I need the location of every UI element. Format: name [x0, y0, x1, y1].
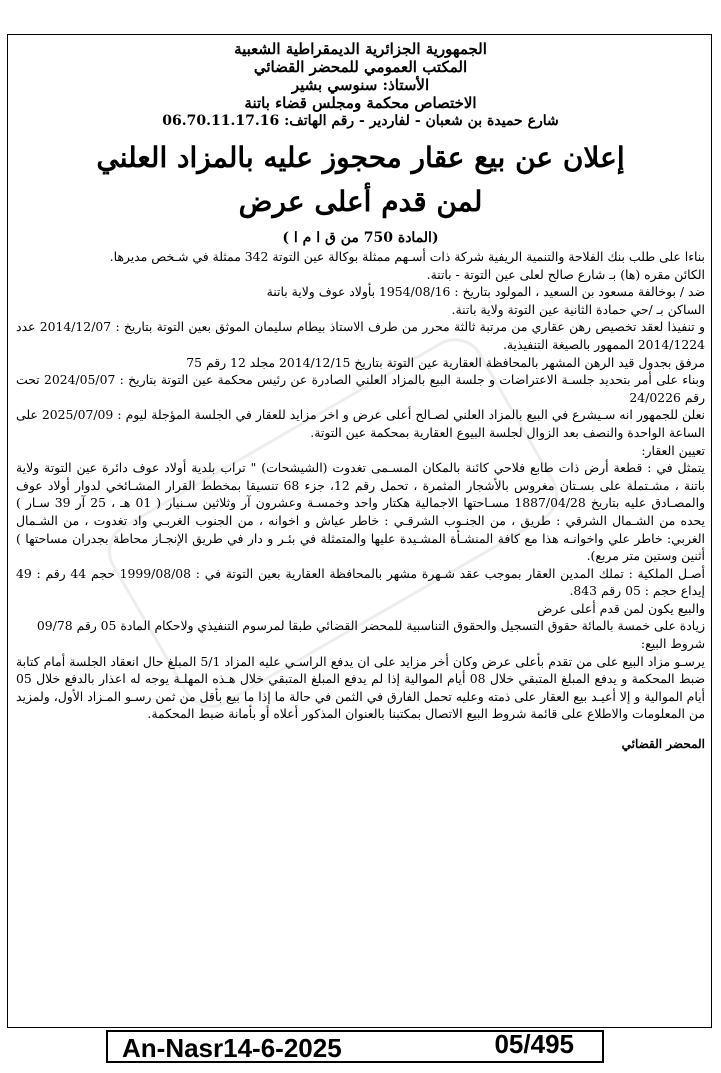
paragraph: و تنفيذا لعقد تخصيص رهن عقاري من مرتبة ثالثة محرر من طرف الاستاذ بيطام سليمان الموثق بعين التوتة بتاريخ : 2014/12/07 عدد 2014/1224 الممهور بالصيغة التنفيذية.: [16, 319, 705, 352]
section-heading: تعيين العقار:: [641, 442, 705, 458]
section-heading: شروط البيع:: [640, 636, 705, 652]
notice-subtitle: لمن قدم أعلى عرض: [238, 185, 483, 218]
header-address-phone: شارع حميدة بن شعبان - لفاردير - رقم الهاتف: 06.70.11.17.16: [162, 113, 559, 129]
paragraph: زيادة على خمسة بالمائة حقوق التسجيل والحقوق التناسبية للمحضر القضائي طبقا لمرسوم التنفيذي ولاحكام المادة 05 رقم 09/78: [36, 618, 705, 634]
header-line-1: الجمهورية الجزائرية الديمقراطية الشعبية: [234, 40, 487, 58]
paragraph: والبيع يكون لمن قدم أعلى عرض: [537, 600, 705, 616]
paragraph: مرفق بجدول قيد الرهن المشهر بالمحافظة العقارية عين التوتة بتاريخ 2014/12/15 مجلد 12 رقم 75: [186, 354, 705, 370]
paragraph: يتمثل في : قطعة أرض ذات طابع فلاحي كائنة بالمكان المسـمى تغدوت (الشيشحات) " تراب بلدية أولاد عوف دائرة عين التوتة ولاية باتنة ، مشـتملة على بسـتان مغروس بالأشجار المثمرة ، تحمل رقم 12، جزء 68 تنسيقا بمخطط القرار المشـائخي لدوار أولاد عوف والمصـادق عليه بتاريخ 1887/04/28 مسـاحتها الاجمالية هكتار واحد وخمسـة وعشرون آر وثلاثين سـنيار ( 01 هـ ، 25 آر 39 سـار ) يحده من الشـمال الشرقي : طريق ، من الجنـوب الشرقـي : خاطر عياش و اخوانه ، من الجنوب الغربـي واد تغدوت ، من الشـمال الغربي: خاطر علي واخوانـه هذا مع كافة المنشـأة المشـيدة عليها والمتمثلة في بئـر و دار في طريق الإنجـاز محاطة بجدران مساحتها ) أثنين وستين متر مربع).: [16, 460, 706, 564]
paragraph: بناءا على طلب بنك الفلاحة والتنمية الريفية شركة ذات أسـهم ممثلة بوكالة عين التوتة 342 ممثلة في شـخص مديرها.: [109, 249, 705, 264]
header-line-3: الأستاذ: سنوسي بشير: [291, 76, 430, 94]
legal-notice: [14, 40, 707, 1024]
notice-title: إعلان عن بيع عقار محجوز عليه بالمزاد العلني: [96, 141, 625, 174]
header-line-4: الاختصاص محكمة ومجلس قضاء باتنة: [244, 94, 477, 112]
paragraph: ضد / بوخالفة مسعود بن السعيد ، المولود بتاريخ : 1954/08/16 بأولاد عوف ولاية باتنة: [266, 284, 705, 300]
article-reference: (المادة 750 من ق ا م ا ): [282, 230, 439, 246]
paragraph: أصـل الملكية : تملك المدين العقار بموجب عقد شـهرة مشهر بالمحافظة العقارية بعين التوتة في : 1999/08/08 حجم 44 رقم : 49 إيداع حجم : 05 رقم 843.: [16, 565, 705, 599]
paragraph: الكائن مقره (ها) بـ شارع صالح لعلى عين التوتة - باتنة.: [426, 266, 705, 282]
office-header: [14, 40, 707, 130]
header-line-2: المكتب العمومي للمحضر القضائي: [253, 58, 468, 76]
signature: المحضر القضائي: [621, 737, 705, 752]
publication-footer: [106, 1030, 604, 1063]
paragraph: وبناء على أمر بتحديد جلسـة الاعتراضات و جلسة البيع بالمزاد العلني الصادرة عن رئيس محكمة عين التوتة بتاريخ : 2024/05/07 تحت رقم 24/0226: [16, 372, 705, 405]
paragraph: نعلن للجمهور انه سـيشرع في البيع بالمزاد العلني لصـالح أعلى عرض و اخر مزايد للعقار في الجلسة المؤجلة ليوم : 2025/07/09 على الساعة الواحدة والنصف بعد الزوال لجلسة البيوع العقارية بمحكمة عين التوتة.: [16, 407, 705, 440]
notice-body: [14, 248, 707, 723]
notice-number: 05/495: [494, 1029, 574, 1059]
publication-reference: An-Nasr14-6-2025: [122, 1033, 342, 1063]
paragraph: يرسـو مزاد البيع على من تقدم بأعلى عرض وكان أخر مزايد على ان يدفع الراسـي عليه المزاد 5/1 المبلغ حال انعقاد الجلسة أمام كتابة ضبط المحكمة و يدفع المبلغ المتبقي خلال 08 أيام الموالية إذا لم يدفع المبلغ المتبقي خلال هـذه المهلـة يوجه له اعذار بالدفع خلال 05 أيام الموالية و إلا أعيـد بيع العقار على ذمته وعليه تحمل الفارق في الثمن في حالة ما إذا ما بيع بأقل من ثمن رسـو المـزاد الأول، ولمزيد من المعلومات والاطلاع على قائمة شروط البيع الاتصال بمكتبنا بالعنوان المذكور أعلاه أو بأمانة ضبط المحكمة.: [16, 653, 706, 722]
paragraph: الساكن بـ /حي حمادة الثانية عين التوتة ولاية باتنة.: [451, 301, 705, 317]
